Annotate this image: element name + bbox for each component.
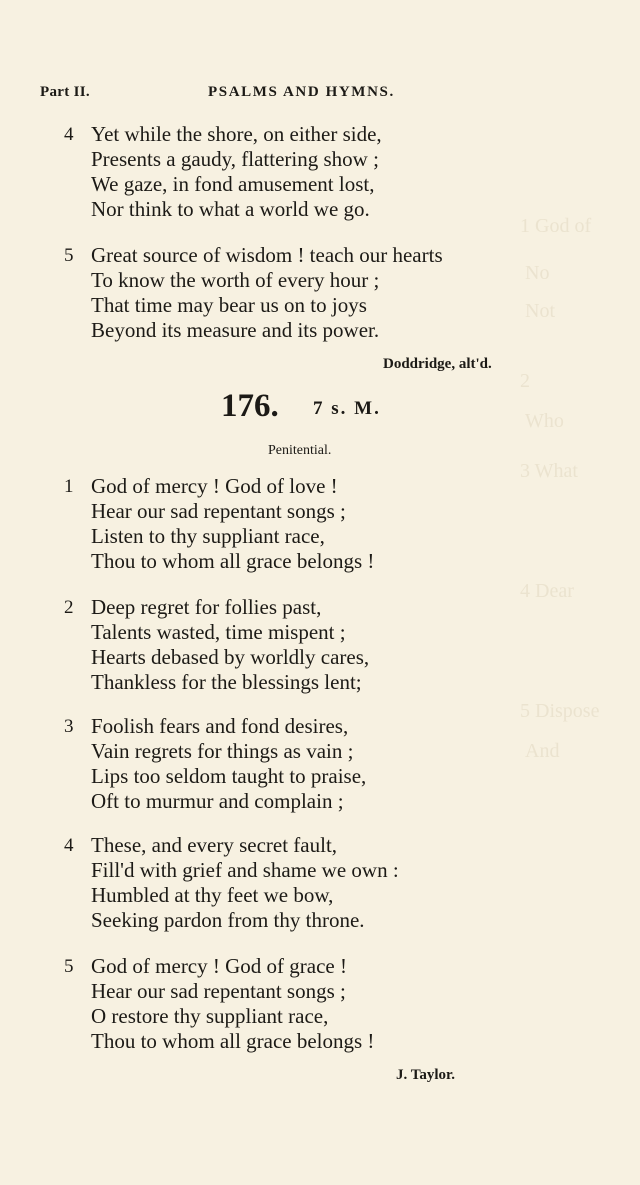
hymn-attribution: J. Taylor.: [396, 1067, 456, 1083]
verse-line: We gaze, in fond amusement lost,: [91, 172, 375, 196]
verse-line: Fill'd with grief and shame we own :: [91, 858, 399, 882]
verse-line: Yet while the shore, on either side,: [91, 122, 382, 146]
verse-line: To know the worth of every hour ;: [91, 268, 380, 292]
verse-line: God of mercy ! God of love !: [91, 474, 338, 498]
hymn-meter: 7 s. M.: [313, 398, 381, 419]
header-title: PSALMS AND HYMNS.: [208, 84, 395, 100]
hymn-subtitle: Penitential.: [268, 443, 332, 458]
stanza-number: 3: [64, 716, 74, 737]
stanza-number: 2: [64, 597, 74, 618]
verse-line: Foolish fears and fond desires,: [91, 714, 349, 738]
stanza-number: 1: [64, 476, 74, 497]
verse-line: Lips too seldom taught to praise,: [91, 764, 367, 788]
verse-line: O restore thy suppliant race,: [91, 1004, 329, 1028]
verse-line: Beyond its measure and its power.: [91, 318, 380, 342]
verse-line: Hear our sad repentant songs ;: [91, 979, 346, 1003]
running-header: [40, 84, 600, 106]
verse-line: Seeking pardon from thy throne.: [91, 908, 365, 932]
hymn-number: 176.: [221, 388, 279, 424]
verse-line: Deep regret for follies past,: [91, 595, 322, 619]
stanza-number: 4: [64, 124, 74, 145]
verse-line: Hearts debased by worldly cares,: [91, 645, 370, 669]
stanza-number: 4: [64, 835, 74, 856]
verse-line: Humbled at thy feet we bow,: [91, 883, 334, 907]
verse-line: Thou to whom all grace belongs !: [91, 549, 375, 573]
verse-line: God of mercy ! God of grace !: [91, 954, 347, 978]
verse-line: Thankless for the blessings lent;: [91, 670, 362, 694]
verse-line: Oft to murmur and complain ;: [91, 789, 344, 813]
verse-line: These, and every secret fault,: [91, 833, 338, 857]
stanza-number: 5: [64, 956, 74, 977]
verse-line: Nor think to what a world we go.: [91, 197, 370, 221]
verse-line: Vain regrets for things as vain ;: [91, 739, 354, 763]
stanza-number: 5: [64, 245, 74, 266]
verse-line: Talents wasted, time mispent ;: [91, 620, 346, 644]
hymnal-page: 1 God of No Not 2 Who 3 What 4 Dear 5 Dispose And Part II. PSALMS AND HYMNS. 4 Yet while the shore, on either side, Presents a gaudy, flattering show ; We gaze, in fond amusement lost, Nor think to what a world we go. 5 Great source of wisdom ! teach our hearts To know the worth of every hour ; That time may bear us on to joys Beyond its measure and its power. Doddridge, alt'd. 176. 7 s. M. Penitential. 1 God of mercy ! God of love ! Hear our sad repentant songs ; Listen to thy suppliant race, Thou to whom all grace belongs ! 2 Deep regret for follies past, Talents wasted, time mispent ; Hearts debased by worldly cares, Thankless for the blessings lent; 3 Foolish fears and fond desires, Vain regrets for things as vain ; Lips too seldom taught to praise, Oft to murmur and complain ; 4 These, and every secret fault, Fill'd with grief and shame we own : Humbled at thy feet we bow, Seeking pardon from thy throne. 5 God of mercy ! God of grace ! Hear our sad repentant songs ; O restore thy suppliant race, Thou to whom all grace belongs ! J. Taylor.: [40, 84, 600, 1083]
verse-line: Great source of wisdom ! teach our hearts: [91, 243, 443, 267]
prev-attribution: Doddridge, alt'd.: [383, 356, 492, 372]
verse-line: That time may bear us on to joys: [91, 293, 367, 317]
verse-line: Hear our sad repentant songs ;: [91, 499, 346, 523]
verse-line: Thou to whom all grace belongs !: [91, 1029, 375, 1053]
verse-line: Presents a gaudy, flattering show ;: [91, 147, 379, 171]
part-label: Part II.: [40, 84, 90, 100]
verse-line: Listen to thy suppliant race,: [91, 524, 325, 548]
